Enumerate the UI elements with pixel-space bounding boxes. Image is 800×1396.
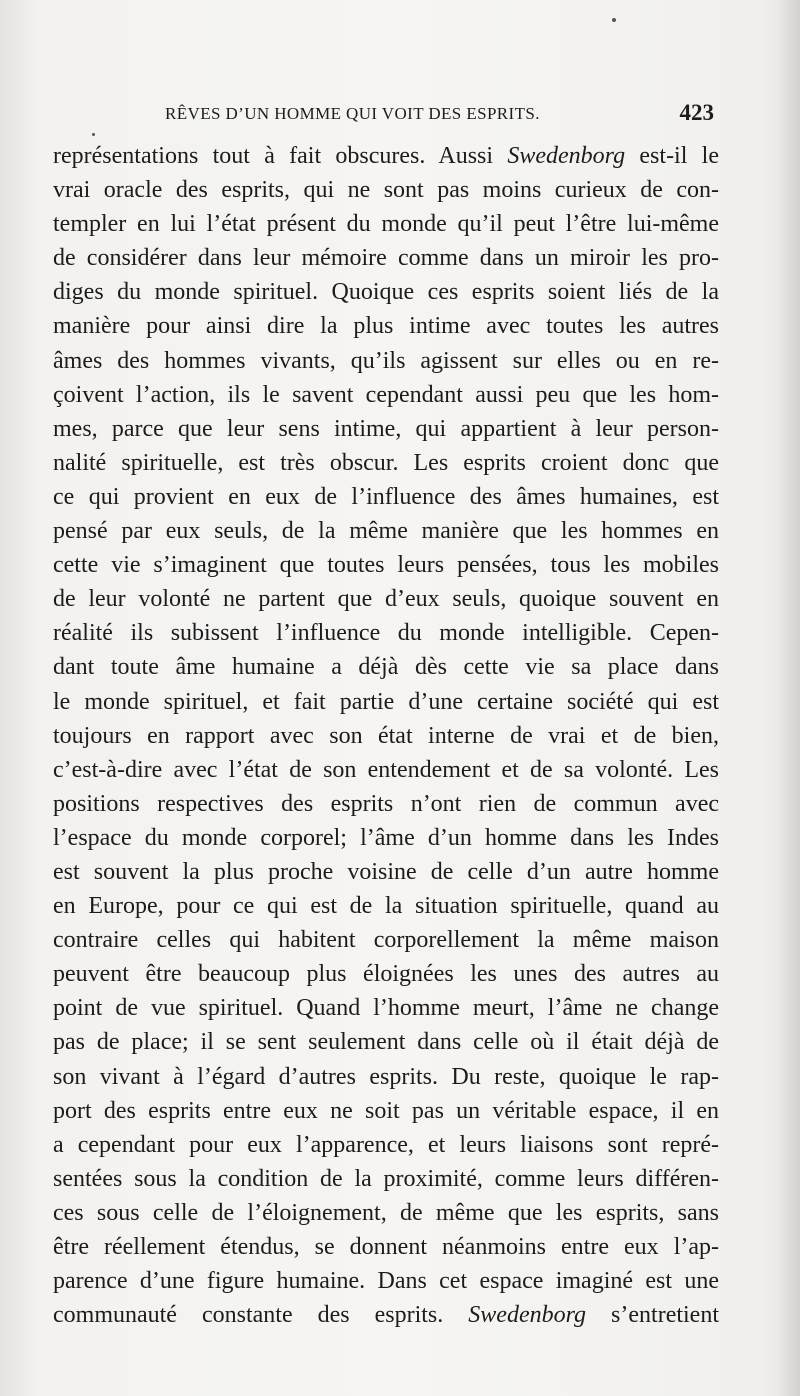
text-line: pas de place; il se sent seulement dans celle où il était déjà de — [53, 1029, 719, 1056]
text-line: l’espace du monde corporel; l’âme d’un homme dans les Indes — [53, 824, 719, 851]
text-line: ce qui provient en eux de l’influence des âmes humaines, est — [53, 483, 719, 510]
text-line: a cependant pour eux l’apparence, et leurs liaisons sont repré- — [53, 1131, 719, 1158]
text-line: c’est-à-dire avec l’état de son entendement et de sa volonté. Les — [53, 756, 719, 783]
text-line: âmes des hommes vivants, qu’ils agissent sur elles ou en re- — [53, 347, 719, 374]
text-line: représentations tout à fait obscures. Aussi Swedenborg est-il le — [53, 143, 719, 169]
text-line: en Europe, pour ce qui est de la situation spirituelle, quand au — [53, 893, 719, 920]
text-line: de considérer dans leur mémoire comme dans un miroir les pro- — [53, 245, 719, 272]
text-line: parence d’une figure humaine. Dans cet espace imaginé est une — [53, 1268, 719, 1295]
text-line: est souvent la plus proche voisine de celle d’un autre homme — [53, 858, 719, 885]
text-line: templer en lui l’état présent du monde qu’il peut l’être lui-même — [53, 211, 719, 238]
text-line: pensé par eux seuls, de la même manière que les hommes en — [53, 518, 719, 545]
text-line: port des esprits entre eux ne soit pas un véritable espace, il en — [53, 1097, 719, 1124]
text-line: vrai oracle des esprits, qui ne sont pas moins curieux de con- — [53, 177, 719, 204]
page-header — [55, 100, 720, 134]
text-line: communauté constante des esprits. Swedenborg s’entretient — [53, 1302, 719, 1329]
page-edge-shadow — [778, 0, 800, 1396]
text-line: nalité spirituelle, est très obscur. Les esprits croient donc que — [53, 449, 719, 476]
text-line: réalité ils subissent l’influence du monde intelligible. Cepen- — [53, 620, 719, 647]
text-line: sentées sous la condition de la proximité, comme leurs différen- — [53, 1165, 719, 1192]
text-line: mes, parce que leur sens intime, qui appartient à leur person- — [53, 415, 719, 442]
body-text — [53, 139, 719, 1332]
text-line: son vivant à l’égard d’autres esprits. Du reste, quoique le rap- — [53, 1063, 719, 1090]
text-line: ces sous celle de l’éloignement, de même que les esprits, sans — [53, 1199, 719, 1226]
italic-name: Swedenborg — [507, 143, 626, 169]
print-speck — [612, 18, 616, 22]
page-number: 423 — [679, 100, 714, 125]
italic-name: Swedenborg — [468, 1302, 587, 1329]
text-line: diges du monde spirituel. Quoique ces esprits soient liés de la — [53, 279, 719, 306]
text-line: dant toute âme humaine a déjà dès cette vie sa place dans — [53, 654, 719, 681]
text-line: toujours en rapport avec son état interne de vrai et de bien, — [53, 722, 719, 749]
text-line: cette vie s’imaginent que toutes leurs pensées, tous les mobiles — [53, 552, 719, 579]
text-line: peuvent être beaucoup plus éloignées les unes des autres au — [53, 961, 719, 988]
text-line: point de vue spirituel. Quand l’homme meurt, l’âme ne change — [53, 995, 719, 1022]
text-line: contraire celles qui habitent corporellement la même maison — [53, 927, 719, 954]
text-line: manière pour ainsi dire la plus intime avec toutes les autres — [53, 313, 719, 340]
text-line: de leur volonté ne partent que d’eux seuls, quoique souvent en — [53, 586, 719, 613]
text-line: le monde spirituel, et fait partie d’une certaine société qui est — [53, 688, 719, 715]
running-title: RÊVES D’UN HOMME QUI VOIT DES ESPRITS. — [165, 104, 540, 123]
text-line: positions respectives des esprits n’ont rien de commun avec — [53, 790, 719, 817]
text-line: être réellement étendus, se donnent néanmoins entre eux l’ap- — [53, 1234, 719, 1260]
text-line: çoivent l’action, ils le savent cependant aussi peu que les hom- — [53, 381, 719, 408]
